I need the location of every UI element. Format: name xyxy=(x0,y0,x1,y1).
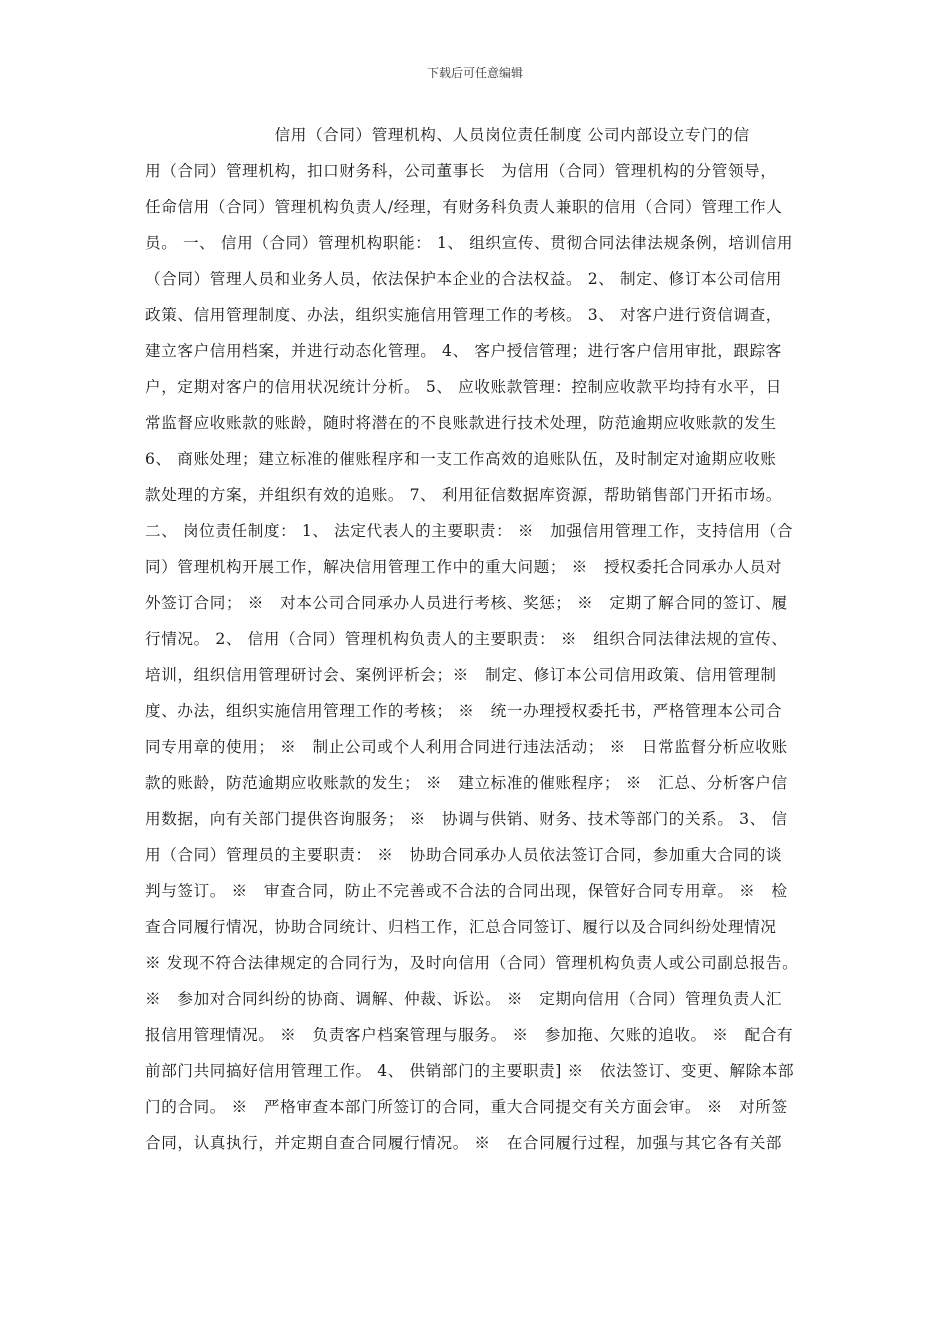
text-line: 信用（合同）管理机构、人员岗位责任制度 公司内部设立专门的信 xyxy=(145,126,750,144)
text-line: 同专用章的使用； ※ 制止公司或个人利用合同进行违法活动； ※ 日常监督分析应收账 xyxy=(145,738,788,756)
page-header: 下载后可任意编辑 xyxy=(426,66,523,80)
document-body xyxy=(145,121,815,1165)
text-line: 门的合同。 ※ 严格审查本部门所签订的合同，重大合同提交有关方面会审。 ※ 对所签 xyxy=(145,1098,788,1116)
text-line: 外签订合同； ※ 对本公司合同承办人员进行考核、奖惩； ※ 定期了解合同的签订、履 xyxy=(145,594,788,612)
text-line: 判与签订。 ※ 审查合同，防止不完善或不合法的合同出现，保管好合同专用章。 ※ 检 xyxy=(145,882,788,900)
text-line: （合同）管理人员和业务人员，依法保护本企业的合法权益。 2、 制定、修订本公司信用 xyxy=(145,270,782,288)
text-line: 建立客户信用档案，并进行动态化管理。 4、 客户授信管理；进行客户信用审批，跟踪客 xyxy=(145,342,782,360)
text-line: 户，定期对客户的信用状况统计分析。 5、 应收账款管理：控制应收款平均持有水平，日 xyxy=(145,378,782,396)
text-line: 培训，组织信用管理研讨会、案例评析会；※ 制定、修订本公司信用政策、信用管理制 xyxy=(145,666,777,684)
text-line: 报信用管理情况。 ※ 负责客户档案管理与服务。 ※ 参加拖、欠账的追收。 ※ 配合有 xyxy=(145,1026,794,1044)
text-line: 任命信用（合同）管理机构负责人/经理，有财务科负责人兼职的信用（合同）管理工作人 xyxy=(145,198,783,216)
text-line: 用（合同）管理机构，扣口财务科，公司董事长 为信用（合同）管理机构的分管领导， xyxy=(145,162,777,180)
text-line: 查合同履行情况，协助合同统计、归档工作，汇总合同签订、履行以及合同纠纷处理情况 xyxy=(145,918,777,936)
text-line: 用（合同）管理员的主要职责： ※ 协助合同承办人员依法签订合同，参加重大合同的谈 xyxy=(145,846,783,864)
text-line: 同）管理机构开展工作，解决信用管理工作中的重大问题； ※ 授权委托合同承办人员对 xyxy=(145,558,783,576)
text-line: 前部门共同搞好信用管理工作。 4、 供销部门的主要职责] ※ 依法签订、变更、解除本部 xyxy=(145,1062,795,1080)
text-line: 常监督应收账款的账龄，随时将潜在的不良账款进行技术处理，防范逾期应收账款的发生 xyxy=(145,414,777,432)
text-line: 二、 岗位责任制度： 1、 法定代表人的主要职责： ※ 加强信用管理工作，支持信用（合 xyxy=(145,522,794,540)
text-line: ※ 参加对合同纠纷的协商、调解、仲裁、诉讼。 ※ 定期向信用（合同）管理负责人汇 xyxy=(145,990,783,1008)
text-line: 行情况。 2、 信用（合同）管理机构负责人的主要职责： ※ 组织合同法律法规的宣传、 xyxy=(145,630,788,648)
text-line: 度、办法，组织实施信用管理工作的考核； ※ 统一办理授权委托书，严格管理本公司合 xyxy=(145,702,783,720)
text-line: 款的账龄，防范逾期应收账款的发生； ※ 建立标准的催账程序； ※ 汇总、分析客户信 xyxy=(145,774,788,792)
text-line: 6、 商账处理；建立标准的催账程序和一支工作高效的追账队伍，及时制定对逾期应收账 xyxy=(145,450,777,468)
text-line: 员。 一、 信用（合同）管理机构职能： 1、 组织宣传、贯彻合同法律法规条例，培训信用 xyxy=(145,234,794,252)
text-line: 款处理的方案，并组织有效的追账。 7、 利用征信数据库资源，帮助销售部门开拓市场。 xyxy=(145,486,782,504)
text-line: 用数据，向有关部门提供咨询服务； ※ 协调与供销、财务、技术等部门的关系。 3、 信 xyxy=(145,810,788,828)
text-line: 政策、信用管理制度、办法，组织实施信用管理工作的考核。 3、 对客户进行资信调查， xyxy=(145,306,782,324)
text-line: 合同，认真执行，并定期自查合同履行情况。 ※ 在合同履行过程，加强与其它各有关部 xyxy=(145,1134,783,1152)
text-line: ※ 发现不符合法律规定的合同行为，及时向信用（合同）管理机构负责人或公司副总报告。 xyxy=(145,954,799,972)
